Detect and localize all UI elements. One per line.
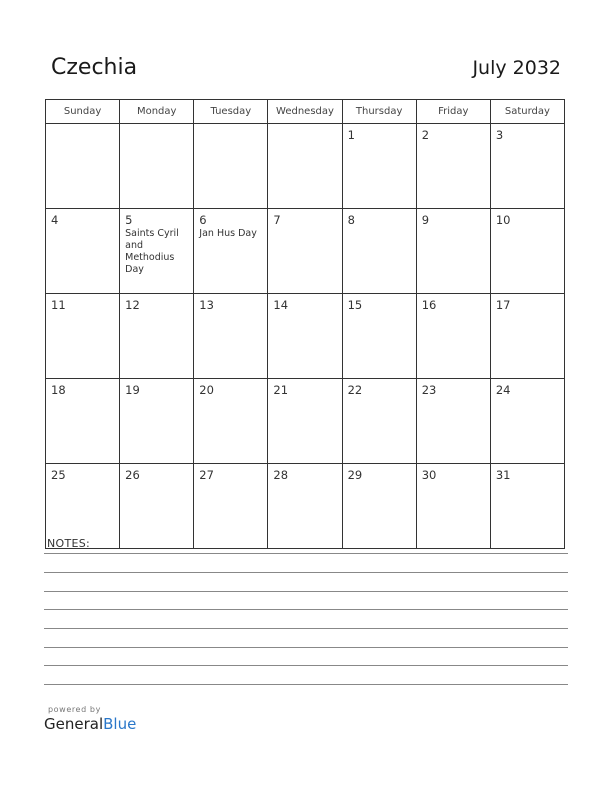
day-cell	[194, 464, 268, 549]
day-number: 19	[125, 383, 140, 397]
day-number: 25	[51, 468, 66, 482]
holiday-label: Saints Cyril and Methodius Day	[125, 228, 179, 275]
day-number: 10	[495, 213, 511, 227]
day-cell	[416, 379, 490, 464]
weekday-monday: Monday	[120, 100, 194, 124]
day-cell	[194, 124, 268, 209]
month-year-title: July 2032	[472, 57, 561, 79]
brand-name	[44, 715, 136, 733]
day-number: 8	[347, 213, 355, 227]
day-number: 24	[495, 383, 511, 397]
notes-line	[44, 553, 568, 554]
day-number: 3	[495, 128, 504, 142]
powered-by-text: powered by	[48, 705, 101, 714]
day-cell	[342, 124, 416, 209]
week-row	[46, 379, 565, 464]
day-number: 2	[421, 128, 430, 142]
day-cell	[490, 294, 564, 379]
day-number: 27	[199, 468, 214, 482]
week-row	[46, 209, 565, 294]
brand-general-text: General	[44, 715, 104, 733]
week-row	[46, 464, 565, 549]
notes-line	[44, 665, 568, 666]
day-number: 26	[125, 468, 140, 482]
day-number: 18	[51, 383, 66, 397]
day-number: 11	[51, 298, 66, 312]
week-row	[46, 294, 565, 379]
day-number: 31	[495, 468, 511, 482]
day-cell	[490, 379, 564, 464]
weekday-saturday: Saturday	[490, 100, 564, 124]
day-cell	[342, 379, 416, 464]
day-cell	[268, 464, 342, 549]
day-number: 1	[347, 128, 355, 142]
day-number: 28	[273, 468, 289, 482]
day-number: 9	[421, 213, 430, 227]
day-number: 23	[421, 383, 437, 397]
day-number: 15	[347, 298, 363, 312]
day-cell	[342, 209, 416, 294]
notes-line	[44, 591, 568, 592]
day-number: 12	[125, 298, 140, 312]
brand-logo	[44, 705, 136, 733]
day-cell	[46, 379, 120, 464]
weekday-header-row	[46, 100, 565, 124]
day-cell	[416, 209, 490, 294]
day-cell	[46, 124, 120, 209]
day-cell	[46, 294, 120, 379]
day-cell	[490, 464, 564, 549]
day-cell	[120, 209, 194, 294]
day-number: 16	[421, 298, 437, 312]
notes-line	[44, 684, 568, 685]
day-number: 14	[273, 298, 289, 312]
day-cell	[194, 209, 268, 294]
notes-line	[44, 609, 568, 610]
day-cell	[416, 294, 490, 379]
brand-blue-text: Blue	[103, 715, 137, 733]
day-cell	[120, 464, 194, 549]
day-cell	[342, 464, 416, 549]
day-number: 29	[347, 468, 363, 482]
day-cell	[46, 209, 120, 294]
day-number: 21	[273, 383, 289, 397]
day-cell	[194, 379, 268, 464]
day-cell	[268, 124, 342, 209]
day-cell	[268, 209, 342, 294]
weekday-wednesday: Wednesday	[268, 100, 342, 124]
day-number: 7	[273, 213, 281, 227]
day-number: 20	[199, 383, 214, 397]
notes-line	[44, 628, 568, 629]
day-number: 6	[199, 213, 207, 227]
calendar-body	[46, 124, 565, 549]
day-number: 22	[347, 383, 363, 397]
day-cell	[268, 379, 342, 464]
week-row	[46, 124, 565, 209]
day-cell	[416, 464, 490, 549]
weekday-thursday: Thursday	[342, 100, 416, 124]
day-number: 5	[125, 213, 133, 227]
day-cell	[268, 294, 342, 379]
weekday-sunday: Sunday	[46, 100, 120, 124]
day-cell	[490, 124, 564, 209]
day-number: 17	[495, 298, 511, 312]
day-cell	[194, 294, 268, 379]
weekday-friday: Friday	[416, 100, 490, 124]
country-title: Czechia	[51, 55, 138, 80]
day-cell	[490, 209, 564, 294]
notes-line	[44, 572, 568, 573]
notes-label: NOTES:	[47, 537, 91, 550]
day-cell	[342, 294, 416, 379]
calendar-grid	[45, 99, 565, 549]
day-cell	[120, 379, 194, 464]
holiday-label: Jan Hus Day	[199, 228, 257, 239]
notes-line	[44, 647, 568, 648]
day-number: 13	[199, 298, 214, 312]
day-cell	[120, 124, 194, 209]
weekday-tuesday: Tuesday	[194, 100, 268, 124]
day-cell	[416, 124, 490, 209]
day-number: 4	[51, 213, 59, 227]
day-cell	[46, 464, 120, 549]
day-cell	[120, 294, 194, 379]
day-number: 30	[421, 468, 437, 482]
